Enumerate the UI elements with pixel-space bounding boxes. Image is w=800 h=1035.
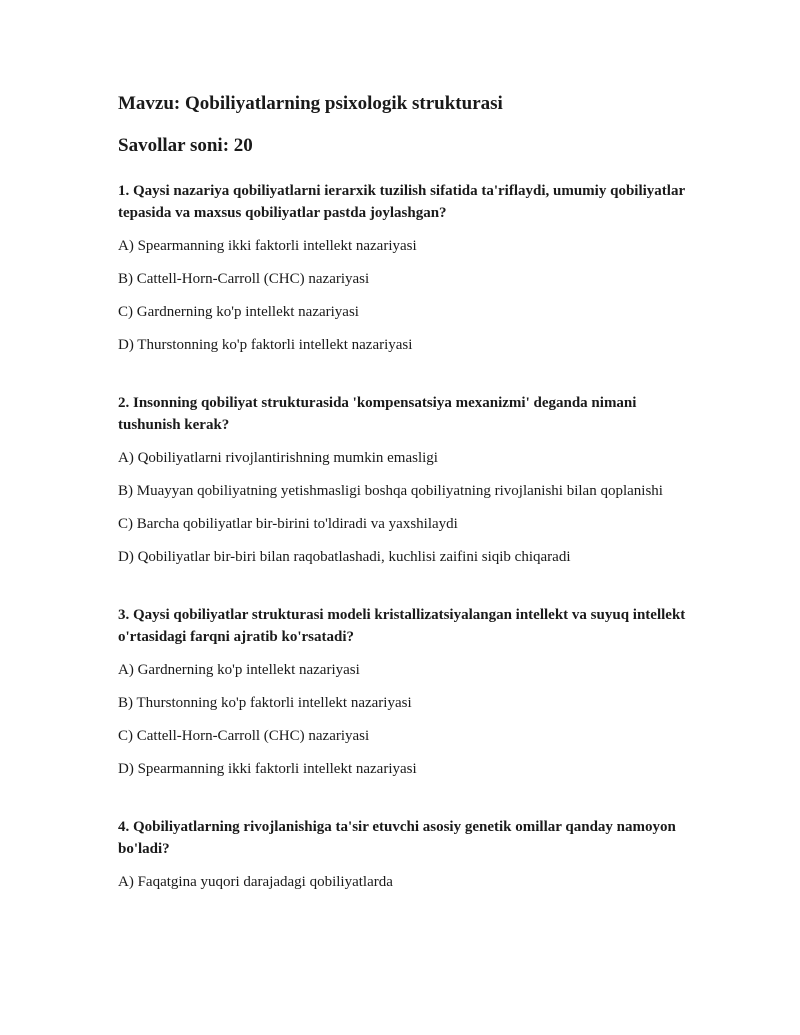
option-b: B) Cattell-Horn-Carroll (CHC) nazariyasi — [118, 271, 370, 287]
document-page — [118, 90, 688, 893]
option-d: D) Qobiliyatlar bir-biri bilan raqobatlashadi, kuchlisi zaifini siqib chiqaradi — [118, 549, 571, 565]
question-1 — [118, 180, 688, 356]
option-a: A) Spearmanning ikki faktorli intellekt nazariyasi — [118, 238, 417, 254]
option-c: C) Cattell-Horn-Carroll (CHC) nazariyasi — [118, 728, 370, 744]
question-2 — [118, 392, 688, 568]
option-b: B) Thurstonning ko'p faktorli intellekt nazariyasi — [118, 695, 412, 711]
option-c: C) Gardnerning ko'p intellekt nazariyasi — [118, 304, 359, 320]
question-text: 4. Qobiliyatlarning rivojlanishiga ta'sir etuvchi asosiy genetik omillar qanday namoyon bo'ladi? — [118, 819, 676, 857]
question-text: 2. Insonning qobiliyat strukturasida 'kompensatsiya mexanizmi' deganda nimani tushunish kerak? — [118, 395, 637, 433]
question-text: 1. Qaysi nazariya qobiliyatlarni ierarxik tuzilish sifatida ta'riflaydi, umumiy qobiliyatlar tepasida va maxsus qobiliyatlar pastda joylashgan? — [118, 183, 685, 221]
option-d: D) Spearmanning ikki faktorli intellekt nazariyasi — [118, 761, 417, 777]
option-d: D) Thurstonning ko'p faktorli intellekt nazariyasi — [118, 337, 413, 353]
question-4 — [118, 816, 688, 893]
document-title: Mavzu: Qobiliyatlarning psixologik strukturasi — [118, 93, 503, 114]
option-a: A) Gardnerning ko'p intellekt nazariyasi — [118, 662, 360, 678]
option-b: B) Muayyan qobiliyatning yetishmasligi boshqa qobiliyatning rivojlanishi bilan qoplanishi — [118, 483, 663, 499]
option-c: C) Barcha qobiliyatlar bir-birini to'ldiradi va yaxshilaydi — [118, 516, 458, 532]
question-text: 3. Qaysi qobiliyatlar strukturasi modeli kristallizatsiyalangan intellekt va suyuq intellekt o'rtasidagi farqni ajratib ko'rsatadi? — [118, 607, 686, 645]
question-3 — [118, 604, 688, 780]
option-a: A) Faqatgina yuqori darajadagi qobiliyatlarda — [118, 874, 393, 890]
question-count: Savollar soni: 20 — [118, 135, 253, 156]
option-a: A) Qobiliyatlarni rivojlantirishning mumkin emasligi — [118, 450, 438, 466]
